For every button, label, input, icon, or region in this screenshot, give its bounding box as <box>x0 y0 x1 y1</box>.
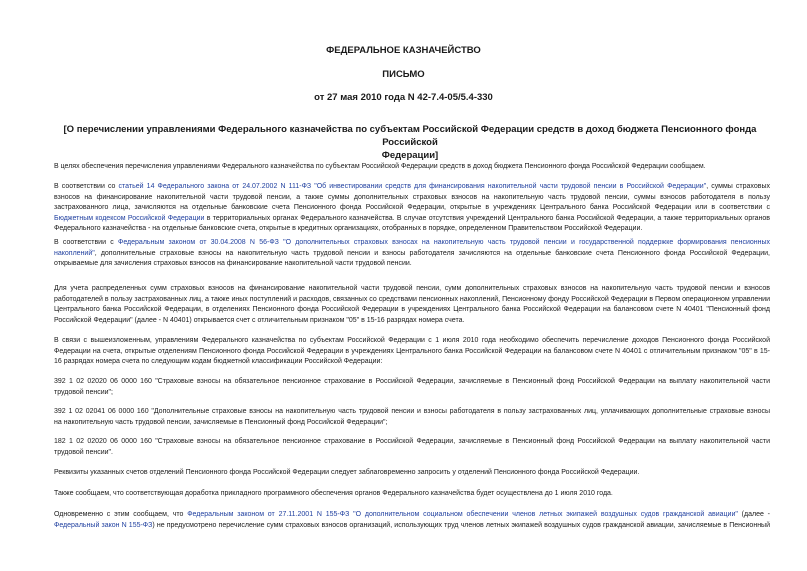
paragraph-line <box>40 249 770 260</box>
text-fragment: ) не предусмотрено перечисление сумм страховых взносов организаций, использующих труд членов летных экипажей воздушных судов гражданской авиации, зачисляемые в Пенсионный <box>152 521 770 529</box>
paragraph-kbk-3 <box>40 437 770 458</box>
paragraph-5 <box>40 336 770 368</box>
paragraph-line: работодателей в пользу застрахованных лиц, а также иных поступлений и расходов, связанных со средствами пенсионных накоплений, Пенсионному фонду Российской Федерации в Первом операционном управлении <box>54 295 770 303</box>
document-date-number: от 27 мая 2010 года N 42-7.4-05/5.4-330 <box>314 92 493 103</box>
paragraph-kbk-2 <box>40 407 770 428</box>
paragraph-11 <box>40 510 770 531</box>
subject-line-1: [О перечислении управлениями Федерального казначейства по субъектам Российской Федерации средств в доход бюджета Пенсионного фонда Российской <box>63 124 757 148</box>
paragraph-line: Для учета распределенных сумм страховых взносов на финансирование накопительной части трудовой пенсии, сумм дополнительных страховых взносов на накопительную часть трудовой пенсии и взносов <box>54 285 770 292</box>
text-fragment: В соответствии со <box>54 183 119 190</box>
paragraph-line: В связи с вышеизложенным, управлениям Федерального казначейства по субъектам Российской Федерации с 1 июля 2010 года необходимо обеспечить перечисление доходов Пенсионного фонда Российской <box>54 337 770 344</box>
paragraph-line: Федерации на счета, открытые отделениям Пенсионного фонда Российской Федерации в учреждениях Центрального банка Российской Федерации на балансовом счете N 40401 с отличительным признаком "05" в 15- <box>54 347 770 355</box>
paragraph-line: 392 1 02 02041 06 0000 160 "Дополнительные страховые взносы на накопительную часть трудовой пенсии и взносы работодателя в пользу застрахованных лиц, уплачивающих дополнительные страховые взносы <box>54 408 770 415</box>
paragraph-10 <box>40 489 770 500</box>
paragraph-9 <box>40 468 770 479</box>
paragraph-line: на накопительную часть трудовой пенсии, зачисляемые в Пенсионный фонд Российской Федерации"; <box>54 418 388 426</box>
paragraph-line: Реквизиты указанных счетов отделений Пенсионного фонда Российской Федерации следует заблаговременно запросить у отделений Пенсионного фонда Российской Федерации. <box>54 469 640 476</box>
paragraph-line: открываемые для зачисления страховых взносов на финансирование накопительной части трудовой пенсии. <box>54 260 412 268</box>
agency-title: ФЕДЕРАЛЬНОЕ КАЗНАЧЕЙСТВО <box>326 45 481 56</box>
paragraph-line: 392 1 02 02020 06 0000 160 "Страховые взносы на обязательное пенсионное страхование в Российской Федерации, зачисляемые в Пенсионный фонд Российской Федерации на выплату накопительной части <box>54 378 770 385</box>
document-subject <box>60 123 760 162</box>
text-fragment: В соответствии с <box>54 239 118 246</box>
paragraph-line: взносов на финансирование накопительной части трудовой пенсии, а также суммы дополнительных страховых взносов на накопительную часть трудовой пенсии, суммы взносов работодателя в пользу <box>54 193 770 201</box>
paragraph-line: 16 разрядах номера счета по следующим кодам бюджетной классификации Российской Федерации: <box>54 358 383 366</box>
document-type: ПИСЬМО <box>382 69 425 80</box>
law-link-155fz[interactable]: Федеральным законом от 27.11.2001 N 155-ФЗ "О дополнительном социальном обеспечении членов летных экипажей воздушных судов гражданской авиации" <box>187 511 738 518</box>
text-fragment: (далее - <box>737 511 770 518</box>
law-link-56fz[interactable]: Федеральным законом от 30.04.2008 N 56-ФЗ "О дополнительных страховых взносах на накопительную часть трудовой пенсии и государственной поддержке формирования пенсионных <box>118 239 770 246</box>
law-link-56fz-continued[interactable]: накоплений" <box>54 249 95 257</box>
subject-line-2: Федерации] <box>381 150 439 161</box>
text-fragment: в территориальных органах Федерального казначейства. В случае отсутствия учреждений Центрального банка Российской Федерации, а также территориальных органов <box>204 214 770 222</box>
text-fragment: , дополнительные страховые взносы на накопительную часть трудовой пенсии и взносы работодателя зачисляются на отдельные банковские счета Пенсионного фонда Российской Федерации, <box>94 249 770 257</box>
paragraph-line: Федерального казначейства - на отдельные банковские счета, открытые в кредитных организациях, отобранных в порядке, определенном Правительством Российской Федерации. <box>54 225 643 233</box>
paragraph-line: 182 1 02 02020 06 0000 160 "Страховые взносы на обязательное пенсионное страхование в Российской Федерации, зачисляемые в Пенсионный фонд Российской Федерации на выплату накопительной части <box>54 438 770 445</box>
law-link-155fz-short[interactable]: Федеральный закон N 155-ФЗ <box>54 521 153 529</box>
paragraph-line <box>40 510 770 521</box>
paragraph-1 <box>40 162 770 173</box>
paragraph-kbk-1 <box>40 377 770 398</box>
paragraph-line: Также сообщаем, что соответствующая доработка прикладного программного обеспечения органов Федерального казначейства будет осуществлена до 1 июля 2010 года. <box>54 490 613 497</box>
text-fragment: , суммы страховых <box>706 183 770 190</box>
paragraph-3 <box>40 238 770 270</box>
paragraph-line: трудовой пенсии"; <box>54 388 113 396</box>
paragraph-line <box>40 521 770 532</box>
paragraph-line <box>40 214 770 225</box>
paragraph-line: В целях обеспечения перечисления управлениями Федерального казначейства по субъектам Российской Федерации средств в доход бюджета Пенсионного фонда Российской Федерации сообщаем. <box>54 163 706 170</box>
paragraph-line: застрахованного лица, зачисляются на отдельные банковские счета Пенсионного фонда Российской Федерации, открытые в учреждениях Центрального банка Российской Федерации или в соответствии с <box>54 204 770 212</box>
paragraph-2 <box>40 182 770 235</box>
text-fragment: Одновременно с этим сообщаем, что <box>54 511 188 518</box>
law-link-budget-code[interactable]: Бюджетным кодексом Российской Федерации <box>54 214 205 222</box>
paragraph-line <box>40 182 770 193</box>
paragraph-4 <box>40 284 770 326</box>
paragraph-line: трудовой пенсии". <box>54 448 113 456</box>
paragraph-line: Российской Федерации" (далее - N 40401) открывается счет с отличительным признаком "05" в 15-16 разрядах номера счета. <box>54 316 465 324</box>
law-link-article-14-111fz[interactable]: статьей 14 Федерального закона от 24.07.2002 N 111-ФЗ "Об инвестировании средств для финансирования накопительной части трудовой пенсии в Российской Федерации" <box>118 183 707 190</box>
paragraph-line: Центрального банка Российской Федерации, в отделениях Пенсионного фонда Российской Федерации в учреждениях Центрального банка Российской Федерации на балансовом счете N 40401 "Пенсионный фонд <box>54 306 770 314</box>
paragraph-line <box>40 238 770 249</box>
